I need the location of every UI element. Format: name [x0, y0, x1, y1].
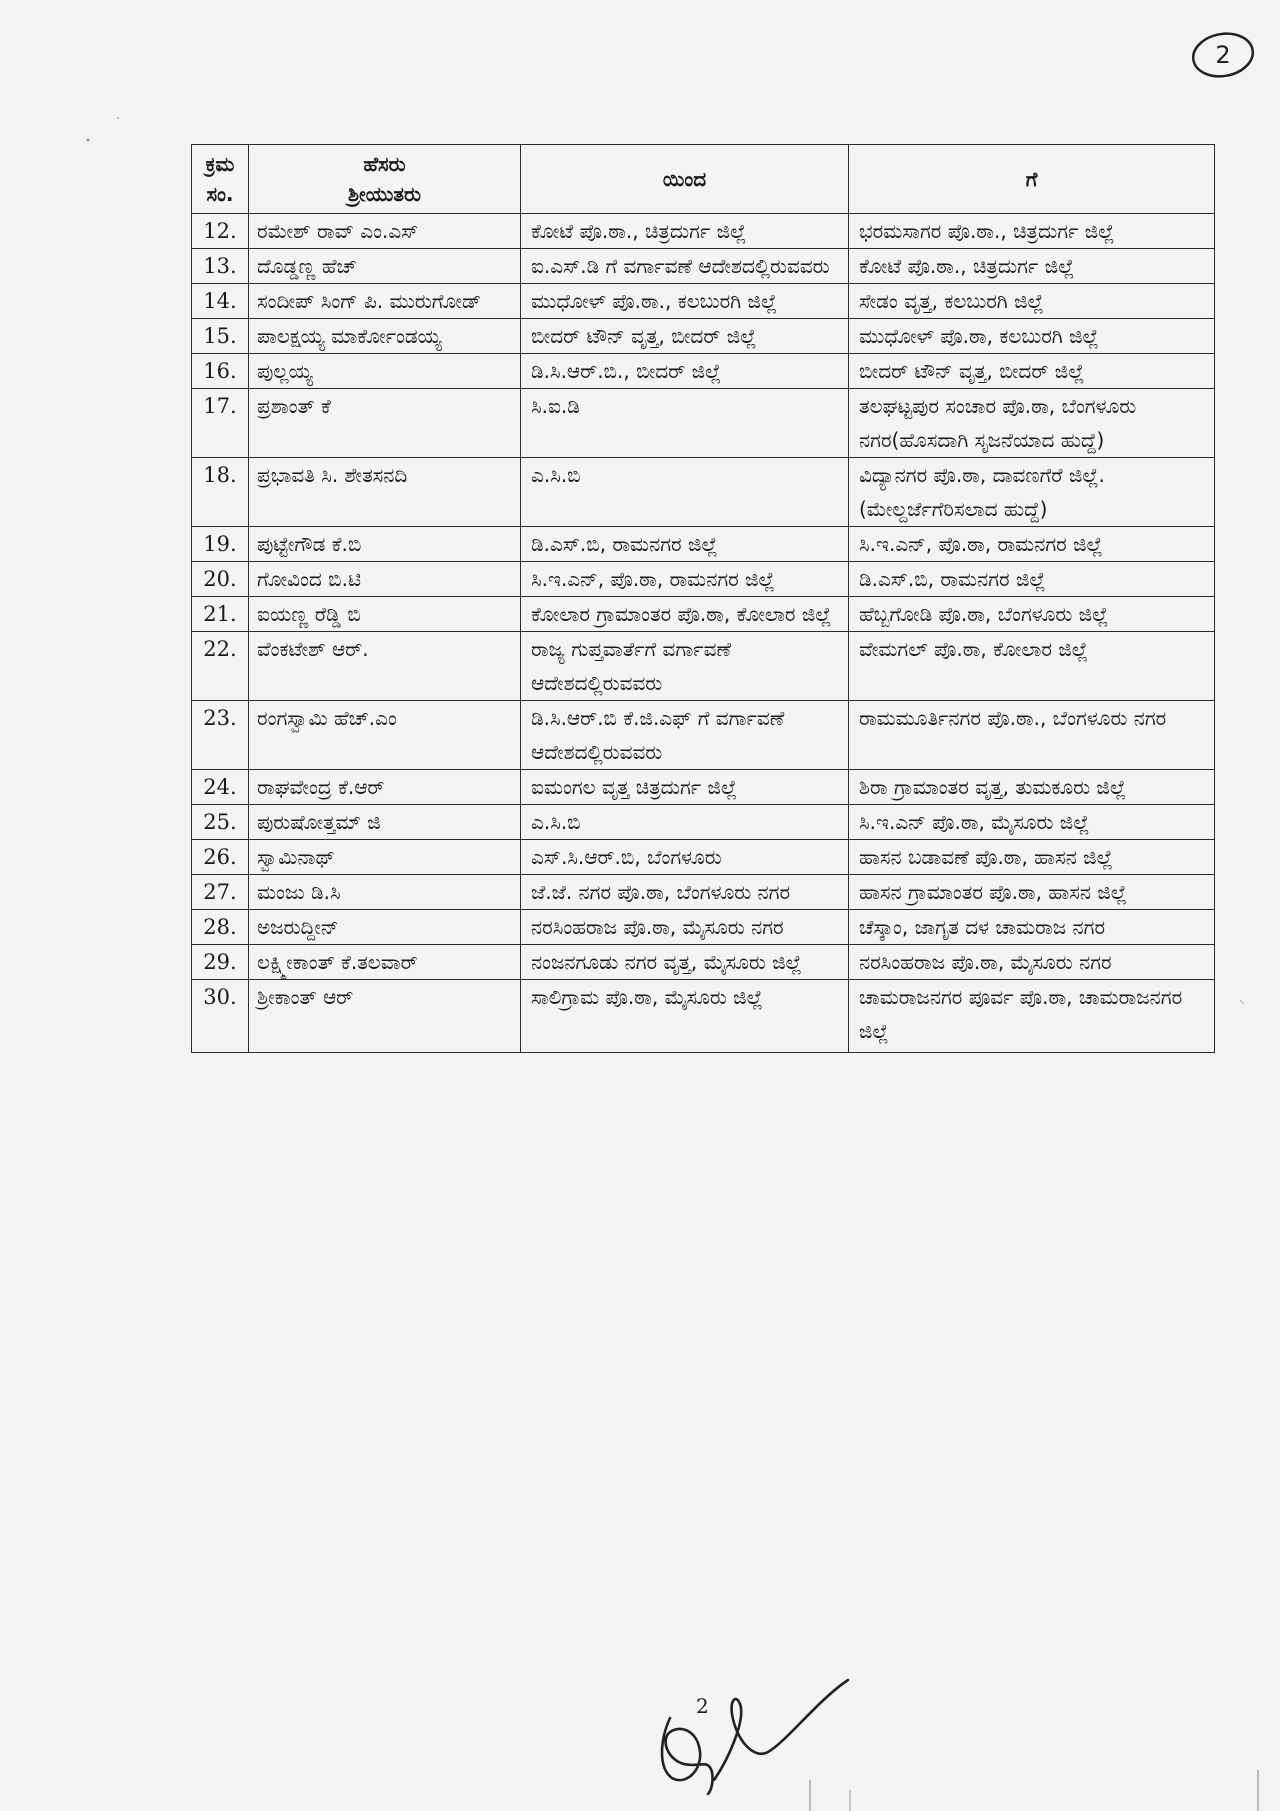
table-row	[192, 458, 1215, 527]
table-row	[192, 701, 1215, 770]
row-from: ಸಿ.ಐ.ಡಿ	[521, 389, 849, 458]
row-from: ಎ.ಸಿ.ಬಿ	[521, 458, 849, 527]
row-name: ಅಜರುದ್ದೀನ್	[249, 910, 521, 945]
row-name: ಸಂದೀಪ್ ಸಿಂಗ್ ಪಿ. ಮುರುಗೋಡ್	[249, 284, 521, 319]
row-to: ಹಾಸನ ಗ್ರಾಮಾಂತರ ಪೊ.ಠಾ, ಹಾಸನ ಜಿಲ್ಲೆ	[849, 875, 1215, 910]
row-serial-number: 25.	[192, 805, 249, 840]
row-name: ಐಯಣ್ಣ ರೆಡ್ಡಿ ಬಿ	[249, 597, 521, 632]
row-serial-number: 14.	[192, 284, 249, 319]
row-to: ಭರಮಸಾಗರ ಪೊ.ಠಾ., ಚಿತ್ರದುರ್ಗ ಜಿಲ್ಲೆ	[849, 214, 1215, 249]
table-row	[192, 354, 1215, 389]
table-row	[192, 319, 1215, 354]
row-to: ತಲಘಟ್ಟಪುರ ಸಂಚಾರ ಪೊ.ಠಾ, ಬೆಂಗಳೂರು ನಗರ(ಹೊಸದಾಗಿ ಸೃಜನೆಯಾದ ಹುದ್ದೆ)	[849, 389, 1215, 458]
row-from: ನಂಜನಗೂಡು ನಗರ ವೃತ್ತ, ಮೈಸೂರು ಜಿಲ್ಲೆ	[521, 945, 849, 980]
row-from: ಸಿ.ಇ.ಎನ್, ಪೊ.ಠಾ, ರಾಮನಗರ ಜಿಲ್ಲೆ	[521, 562, 849, 597]
row-to: ಚೆಸ್ಕಾಂ, ಜಾಗೃತ ದಳ ಚಾಮರಾಜ ನಗರ	[849, 910, 1215, 945]
row-to: ನರಸಿಂಹರಾಜ ಪೊ.ಠಾ, ಮೈಸೂರು ನಗರ	[849, 945, 1215, 980]
table-row	[192, 945, 1215, 980]
table-row	[192, 805, 1215, 840]
row-to: ಸೇಡಂ ವೃತ್ತ, ಕಲಬುರಗಿ ಜಿಲ್ಲೆ	[849, 284, 1215, 319]
row-to: ಸಿ.ಇ.ಎನ್, ಪೊ.ಠಾ, ರಾಮನಗರ ಜಿಲ್ಲೆ	[849, 527, 1215, 562]
table-row	[192, 632, 1215, 701]
row-serial-number: 18.	[192, 458, 249, 527]
transfer-table	[191, 144, 1215, 1053]
header-serial-line1: ಕ್ರಮ	[205, 152, 235, 176]
row-serial-number: 13.	[192, 249, 249, 284]
row-serial-number: 26.	[192, 840, 249, 875]
row-to: ಮುಧೋಳ್ ಪೊ.ಠಾ, ಕಲಬುರಗಿ ಜಿಲ್ಲೆ	[849, 319, 1215, 354]
row-to: ಹೆಬ್ಬಗೋಡಿ ಪೊ.ಠಾ, ಬೆಂಗಳೂರು ಜಿಲ್ಲೆ	[849, 597, 1215, 632]
row-from: ಕೋಟೆ ಪೊ.ಠಾ., ಚಿತ್ರದುರ್ಗ ಜಿಲ್ಲೆ	[521, 214, 849, 249]
table-row	[192, 980, 1215, 1053]
row-serial-number: 24.	[192, 770, 249, 805]
row-name: ಲಕ್ಷ್ಮೀಕಾಂತ್ ಕೆ.ತಲವಾರ್	[249, 945, 521, 980]
row-to: ವಿದ್ಯಾನಗರ ಪೊ.ಠಾ, ದಾವಣಗೆರೆ ಜಿಲ್ಲೆ. (ಮೇಲ್ದರ್ಜೆಗೆರಿಸಲಾದ ಹುದ್ದೆ)	[849, 458, 1215, 527]
row-serial-number: 12.	[192, 214, 249, 249]
row-to: ಚಾಮರಾಜನಗರ ಪೂರ್ವ ಪೊ.ಠಾ, ಚಾಮರಾಜನಗರ ಜಿಲ್ಲೆ	[849, 980, 1215, 1053]
row-name: ಪಾಲಕ್ಷಯ್ಯ ಮಾರ್ಕೋಂಡಯ್ಯ	[249, 319, 521, 354]
row-serial-number: 19.	[192, 527, 249, 562]
row-serial-number: 20.	[192, 562, 249, 597]
table-row	[192, 562, 1215, 597]
row-name: ಸ್ವಾಮಿನಾಥ್	[249, 840, 521, 875]
page-number: 2	[696, 1694, 709, 1718]
row-from: ಡಿ.ಎಸ್.ಬಿ, ರಾಮನಗರ ಜಿಲ್ಲೆ	[521, 527, 849, 562]
header-name-line1: ಹೆಸರು	[363, 152, 406, 176]
row-serial-number: 23.	[192, 701, 249, 770]
row-from: ನರಸಿಂಹರಾಜ ಪೊ.ಠಾ, ಮೈಸೂರು ನಗರ	[521, 910, 849, 945]
row-serial-number: 16.	[192, 354, 249, 389]
table-row	[192, 597, 1215, 632]
row-to: ರಾಮಮೂರ್ತಿನಗರ ಪೊ.ಠಾ., ಬೆಂಗಳೂರು ನಗರ	[849, 701, 1215, 770]
header-serial-line2: ಸಂ.	[206, 182, 234, 206]
row-name: ಪುರುಷೋತ್ತಮ್ ಜಿ	[249, 805, 521, 840]
header-name	[249, 145, 521, 214]
row-to: ಡಿ.ಎಸ್.ಬಿ, ರಾಮನಗರ ಜಿಲ್ಲೆ	[849, 562, 1215, 597]
handwritten-page-mark	[1190, 30, 1256, 80]
row-serial-number: 29.	[192, 945, 249, 980]
table-row	[192, 249, 1215, 284]
row-from: ರಾಜ್ಯ ಗುಪ್ತವಾರ್ತೆಗೆ ವರ್ಗಾವಣೆ ಆದೇಶದಲ್ಲಿರುವವರು	[521, 632, 849, 701]
header-to: ಗೆ	[849, 145, 1215, 214]
row-from: ಡಿ.ಸಿ.ಆರ್.ಬಿ., ಬೀದರ್ ಜಿಲ್ಲೆ	[521, 354, 849, 389]
row-from: ಕೋಲಾರ ಗ್ರಾಮಾಂತರ ಪೊ.ಠಾ, ಕೋಲಾರ ಜಿಲ್ಲೆ	[521, 597, 849, 632]
row-name: ವೆಂಕಟೇಶ್ ಆರ್.	[249, 632, 521, 701]
row-from: ಡಿ.ಸಿ.ಆರ್.ಬಿ ಕೆ.ಜಿ.ಎಫ್ ಗೆ ವರ್ಗಾವಣೆ ಆದೇಶದಲ್ಲಿರುವವರು	[521, 701, 849, 770]
signature	[630, 1660, 860, 1795]
table-row	[192, 214, 1215, 249]
row-from: ಐ.ಎಸ್.ಡಿ ಗೆ ವರ್ಗಾವಣೆ ಆದೇಶದಲ್ಲಿರುವವರು	[521, 249, 849, 284]
row-name: ಪ್ರಶಾಂತ್ ಕೆ	[249, 389, 521, 458]
row-from: ಎ.ಸಿ.ಬಿ	[521, 805, 849, 840]
row-serial-number: 22.	[192, 632, 249, 701]
row-to: ಹಾಸನ ಬಡಾವಣೆ ಪೊ.ಠಾ, ಹಾಸನ ಜಿಲ್ಲೆ	[849, 840, 1215, 875]
row-from: ಎಸ್.ಸಿ.ಆರ್.ಬಿ, ಬೆಂಗಳೂರು	[521, 840, 849, 875]
page-mark-text: 2	[1215, 41, 1231, 69]
row-from: ಬೀದರ್ ಟೌನ್ ವೃತ್ತ, ಬೀದರ್ ಜಿಲ್ಲೆ	[521, 319, 849, 354]
row-from: ಐಮಂಗಲ ವೃತ್ತ ಚಿತ್ರದುರ್ಗ ಜಿಲ್ಲೆ	[521, 770, 849, 805]
row-serial-number: 21.	[192, 597, 249, 632]
table-row	[192, 910, 1215, 945]
row-name: ದೊಡ್ಡಣ್ಣ ಹೆಚ್	[249, 249, 521, 284]
header-serial-number	[192, 145, 249, 214]
row-to: ಶಿರಾ ಗ್ರಾಮಾಂತರ ವೃತ್ತ, ತುಮಕೂರು ಜಿಲ್ಲೆ	[849, 770, 1215, 805]
row-name: ರಾಘವೇಂದ್ರ ಕೆ.ಆರ್	[249, 770, 521, 805]
row-from: ಸಾಲಿಗ್ರಾಮ ಪೊ.ಠಾ, ಮೈಸೂರು ಜಿಲ್ಲೆ	[521, 980, 849, 1053]
row-name: ಗೋವಿಂದ ಬಿ.ಟಿ	[249, 562, 521, 597]
table-row	[192, 770, 1215, 805]
row-serial-number: 17.	[192, 389, 249, 458]
table-row	[192, 527, 1215, 562]
row-to: ಕೋಟೆ ಪೊ.ಠಾ., ಚಿತ್ರದುರ್ಗ ಜಿಲ್ಲೆ	[849, 249, 1215, 284]
row-to: ವೇಮಗಲ್ ಪೊ.ಠಾ, ಕೋಲಾರ ಜಿಲ್ಲೆ	[849, 632, 1215, 701]
row-name: ಮಂಜು ಡಿ.ಸಿ	[249, 875, 521, 910]
header-name-line2: ಶ್ರೀಯುತರು	[348, 182, 421, 206]
table-header-row	[192, 145, 1215, 214]
table-body	[192, 214, 1215, 1053]
table-row	[192, 284, 1215, 319]
row-serial-number: 28.	[192, 910, 249, 945]
row-serial-number: 30.	[192, 980, 249, 1053]
row-serial-number: 27.	[192, 875, 249, 910]
row-serial-number: 15.	[192, 319, 249, 354]
row-to: ಬೀದರ್ ಟೌನ್ ವೃತ್ತ, ಬೀದರ್ ಜಿಲ್ಲೆ	[849, 354, 1215, 389]
table-row	[192, 875, 1215, 910]
table-row	[192, 840, 1215, 875]
row-name: ರಂಗಸ್ವಾಮಿ ಹೆಚ್.ಎಂ	[249, 701, 521, 770]
row-to: ಸಿ.ಇ.ಎನ್ ಪೊ.ಠಾ, ಮೈಸೂರು ಜಿಲ್ಲೆ	[849, 805, 1215, 840]
row-from: ಜೆ.ಜೆ. ನಗರ ಪೊ.ಠಾ, ಬೆಂಗಳೂರು ನಗರ	[521, 875, 849, 910]
row-name: ರಮೇಶ್ ರಾವ್ ಎಂ.ಎಸ್	[249, 214, 521, 249]
row-from: ಮುಧೋಳ್ ಪೊ.ಠಾ., ಕಲಬುರಗಿ ಜಿಲ್ಲೆ	[521, 284, 849, 319]
row-name: ಪುಲ್ಲಯ್ಯ	[249, 354, 521, 389]
table-row	[192, 389, 1215, 458]
row-name: ಪ್ರಭಾವತಿ ಸಿ. ಶೇತಸನದಿ	[249, 458, 521, 527]
header-from: ಯಿಂದ	[521, 145, 849, 214]
row-name: ಶ್ರೀಕಾಂತ್ ಆರ್	[249, 980, 521, 1053]
row-name: ಪುಟ್ಟೇಗೌಡ ಕೆ.ಬಿ	[249, 527, 521, 562]
